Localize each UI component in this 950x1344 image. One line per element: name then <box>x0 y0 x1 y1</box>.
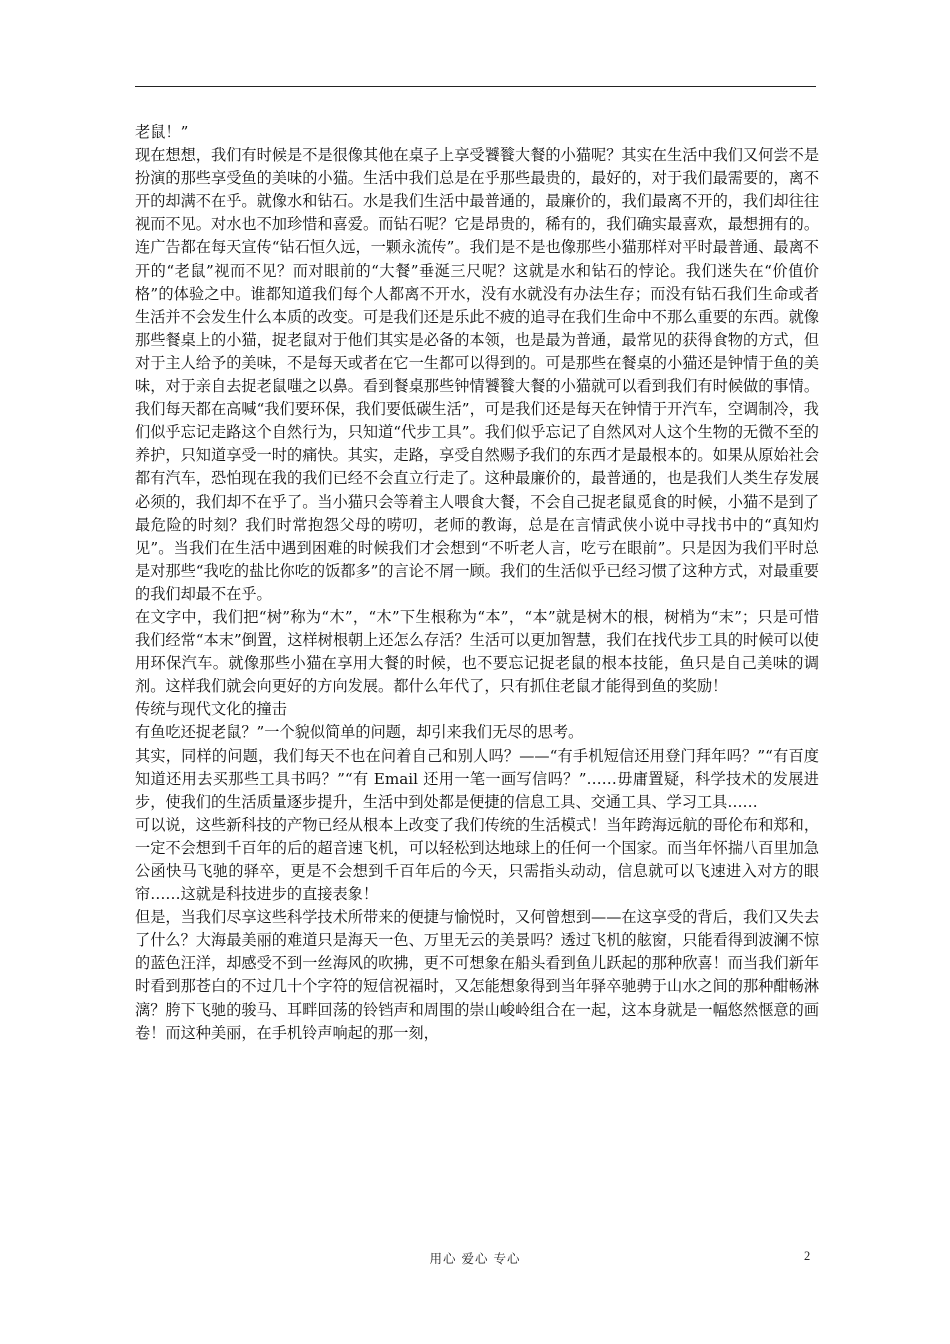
paragraph: 老鼠！” <box>135 123 189 141</box>
paragraph: 但是，当我们尽享这些科学技术所带来的便捷与愉悦时，又何曾想到——在这享受的背后，我们又失去了什么？大海最美丽的难道只是海天一色、万里无云的美景吗？透过飞机的舷窗，只能看得到波澜不惊的蓝色汪洋，却感受不到一丝海风的吹拂，更不可想象在船头看到鱼儿跃起的那种欣喜！而当我们新年时看到那苍白的不过几十个字符的短信祝福时，又怎能想象得到当年驿卒驰骋于山水之间的那种酣畅淋漓？胯下飞驰的骏马、耳畔回荡的铃铛声和周围的崇山峻岭组合在一起，这本身就是一幅悠然惬意的画卷！而这种美丽，在手机铃声响起的那一刻， <box>135 908 819 1042</box>
paragraph: 在文字中，我们把“树”称为“木”，“木”下生根称为“本”，“本”就是树木的根，树梢为“末”；只是可惜我们经常“本末”倒置，这样树根朝上还怎么存活？生活可以更加智慧，我们在找代步工具的时候可以使用环保汽车。就像那些小猫在享用大餐的时候，也不要忘记捉老鼠的根本技能，鱼只是自己美味的调剂。这样我们就会向更好的方向发展。都什么年代了，只有抓住老鼠才能得到鱼的奖励！ <box>135 607 819 696</box>
footer-motto: 用心 爱心 专心 <box>429 1251 521 1266</box>
paragraph: 可以说，这些新科技的产物已经从根本上改变了我们传统的生活模式！当年跨海远航的哥伦布和郑和，一定不会想到千百年的后的超音速飞机，可以轻松到达地球上的任何一个国家。而当年怀揣八百里加急公函快马飞驰的驿卒，更是不会想到千百年后的今天，只需指头动动，信息就可以飞速进入对方的眼帘……这就是科技进步的直接表象！ <box>135 815 819 904</box>
page-number: 2 <box>804 1249 811 1263</box>
header-rule <box>135 86 816 87</box>
paragraph: 其实，同样的问题，我们每天不也在问着自己和别人吗？——“有手机短信还用登门拜年吗？”“有百度知道还用去买那些工具书吗？”“有 Email 还用一笔一画写信吗？”……毋庸置疑，科学技术的发展进步，使我们的生活质量逐步提升，生活中到处都是便捷的信息工具、交通工具、学习工具…… <box>135 746 819 811</box>
paragraph: 现在想想，我们有时候是不是很像其他在桌子上享受饕餮大餐的小猫呢？其实在生活中我们又何尝不是扮演的那些享受鱼的美味的小猫。生活中我们总是在乎那些最贵的，最好的，对于我们最需要的，离不开的却满不在乎。就像水和钻石。水是我们生活中最普通的，最廉价的，我们最离不开的，我们却往往视而不见。对水也不加珍惜和喜爱。而钻石呢？它是昂贵的，稀有的，我们确实最喜欢，最想拥有的。连广告都在每天宣传“钻石恒久远，一颗永流传”。我们是不是也像那些小猫那样对平时最普通、最离不开的“老鼠”视而不见？而对眼前的“大餐”垂涎三尺呢？这就是水和钻石的悖论。我们迷失在“价值价格”的体验之中。谁都知道我们每个人都离不开水，没有水就没有办法生存；而没有钻石我们生命或者生活并不会发生什么本质的改变。可是我们还是乐此不疲的追寻在我们生命中不那么重要的东西。就像那些餐桌上的小猫，捉老鼠对于他们其实是必备的本领，也是最为普通，最常见的获得食物的方式，但对于主人给予的美味，不是每天或者在它一生都可以得到的。可是那些在餐桌的小猫还是钟情于鱼的美味，对于亲自去捉老鼠嗤之以鼻。看到餐桌那些钟情饕餮大餐的小猫就可以看到我们有时候做的事情。我们每天都在高喊“我们要环保，我们要低碳生活”，可是我们还是每天在钟情于开汽车，空调制冷，我们似乎忘记走路这个自然行为，只知道“代步工具”。我们似乎忘记了自然风对人这个生物的无微不至的养护，只知道享受一时的痛快。其实，走路，享受自然赐予我们的东西才是最根本的。如果从原始社会都有汽车，恐怕现在我的我们已经不会直立行走了。这种最廉价的，最普通的，也是我们人类生存发展必须的，我们却不在乎了。当小猫只会等着主人喂食大餐，不会自己捉老鼠觅食的时候，小猫不是到了最危险的时刻？我们时常抱怨父母的唠叨，老师的教诲，总是在言情武侠小说中寻找书中的“真知灼见”。当我们在生活中遇到困难的时候我们才会想到“不听老人言，吃亏在眼前”。只是因为我们平时总是对那些“我吃的盐比你吃的饭都多”的言论不屑一顾。我们的生活似乎已经习惯了这种方式，对最重要的我们却最不在乎。 <box>135 146 819 603</box>
document-body <box>135 121 819 1045</box>
paragraph: 有鱼吃还捉老鼠？”一个貌似简单的问题，却引来我们无尽的思考。 <box>135 723 584 742</box>
section-heading: 传统与现代文化的撞击 <box>135 700 287 719</box>
